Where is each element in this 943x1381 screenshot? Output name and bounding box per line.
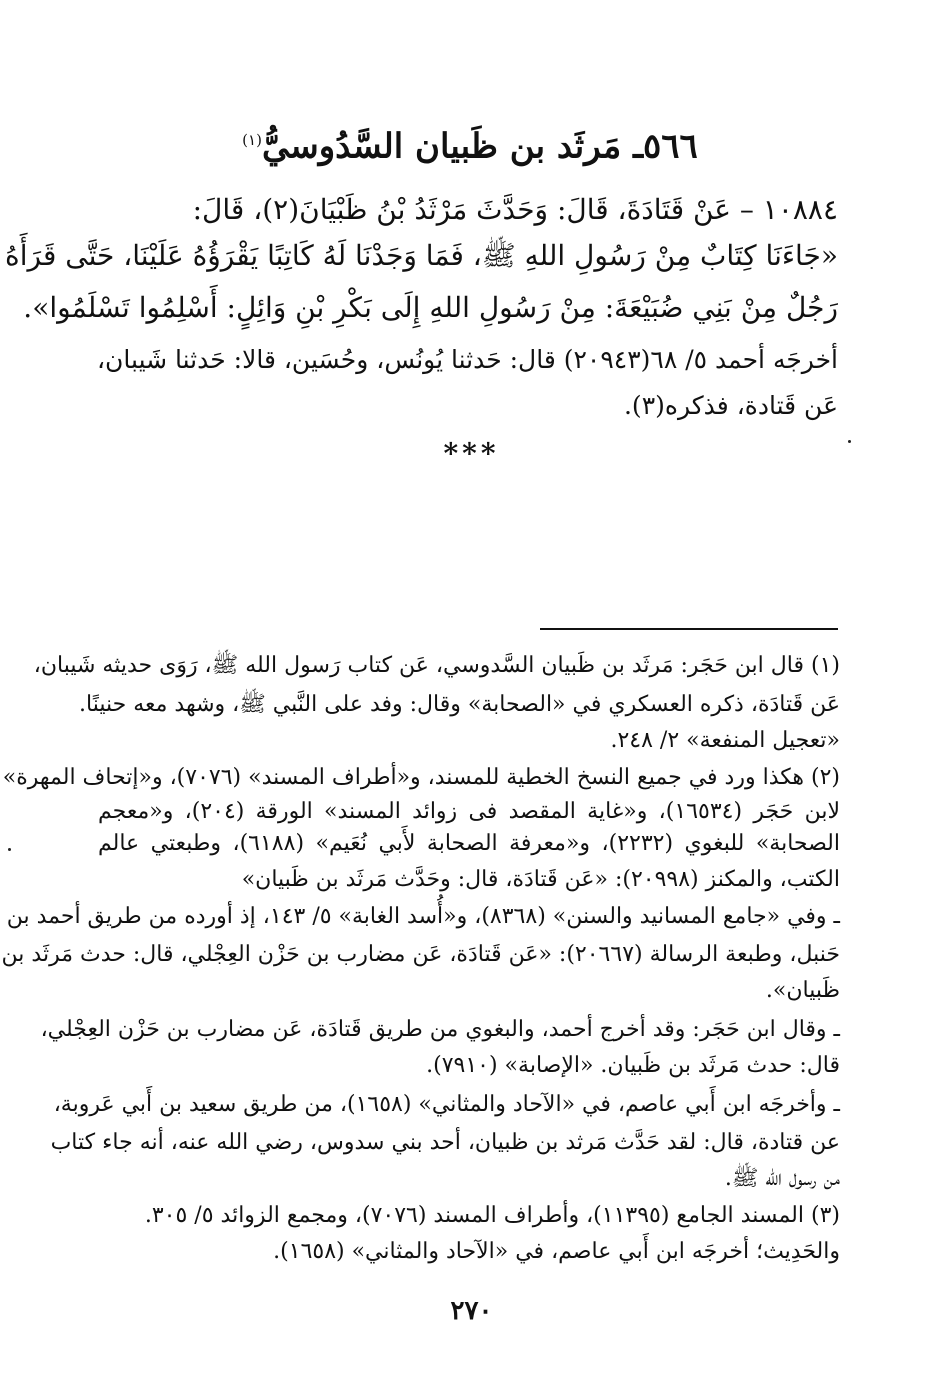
footnote-2-line-3: الصحابة» للبغوي (٢٢٣٢)، و«معرفة الصحابة لأَبي نُعَيم» (٦١٨٨)، وطبعتي عالم <box>98 831 840 856</box>
footnote-2-line-4: الكتب، والمكنز (٢٠٩٩٨): «عَن قَتادَة، قال: وحَدَّث مَرثَد بن ظَبيان» <box>241 867 840 892</box>
footnote-2-line-8: ـ وقال ابن حَجَر: وقد أخرج أحمد، والبغوي من طريق قَتادَة، عَن مضارب بن حَزْن العِجْلي، <box>40 1017 840 1042</box>
section-separator: *** <box>443 437 500 470</box>
footnote-2-line-6: حَنبل، وطبعة الرسالة (٢٠٦٦٧): «عَن قَتادَة، عَن مضارب بن حَزْن العِجْلي، قال: حدث مَرثَد بن <box>1 942 840 967</box>
chapter-number: ٥٦٦ـ <box>633 126 698 167</box>
footnote-divider <box>540 628 838 630</box>
footnote-2-line-5: ـ وفي «جامع المسانيد والسنن» (٨٣٦٨)، و«أُسد الغابة» ٥/ ١٤٣، إذ أورده من طريق أحمد بن <box>6 904 840 929</box>
chapter-title: مَرثَد بن ظَبيان السَّدُوسيُّ <box>261 126 622 167</box>
chapter-heading <box>150 118 790 168</box>
scan-speck <box>848 440 851 443</box>
footnote-2-line-7: ظَبيان». <box>765 978 840 1003</box>
footnote-2-line-1: (٢) هكذا ورد في جميع النسخ الخطية للمسند، و«أطراف المسند» (٧٠٧٦)، و«إتحاف المهرة» <box>2 765 840 790</box>
footnote-3-line-2: والحَدِيث؛ أخرجَه ابن أَبي عاصم، في «الآحاد والمثاني» (١٦٥٨). <box>273 1239 840 1264</box>
footnote-2-line-9: قال: حدث مَرثَد بن ظَبيان. «الإصابة» (٧٩١٠). <box>426 1053 840 1078</box>
footnote-2-line-2: لابن حَجَر (١٦٥٣٤)، و«غاية المقصد فى زوائد المسند» الورقة (٢٠٤)، و«معجم <box>98 799 840 824</box>
page-number: ٢٧٠ <box>450 1296 493 1326</box>
footnote-1-line-2: عَن قَتادَة، ذكره العسكري في «الصحابة» وقال: وفد على النَّبي ﷺ، وشهد معه حنينًا. <box>79 692 840 717</box>
footnote-2-line-11: عن قتادة، قال: لقد حَدَّث مَرثد بن ظبيان، أحد بني سدوس، رضي الله عنه، أنه جاء كتاب <box>50 1130 840 1155</box>
footnote-ref: (١) <box>242 131 262 149</box>
footnote-1-line-1: (١) قال ابن حَجَر: مَرثَد بن ظَبيان السَّدوسي، عَن كتاب رَسول الله ﷺ، رَوَى حديثه شَيبان، <box>33 653 840 678</box>
hadith-line-2: «جَاءَنَا كِتَابٌ مِنْ رَسُولِ اللهِ ﷺ، فَمَا وَجَدْنَا لَهُ كَاتِبًا يَقْرَؤُهُ عَلَيْنَا، حَتَّى قَرَأَهُ <box>5 239 838 272</box>
takhrij-line-2: عَن قَتادة، فذكره(٣). <box>623 391 838 420</box>
footnote-1-line-3: «تعجيل المنفعة» ٢/ ٢٤٨. <box>610 728 840 753</box>
hadith-line-1: ١٠٨٨٤ – عَنْ قَتَادَةَ، قَالَ: وَحَدَّثَ مَرْثَدُ بْنُ ظَبْيَانَ(٢)، قَالَ: <box>192 193 838 226</box>
scan-speck <box>8 848 11 851</box>
hadith-line-3: رَجُلٌ مِنْ بَنِي ضُبَيْعَةَ: مِنْ رَسُولِ اللهِ إِلَى بَكْرِ بْنِ وَائِلٍ: أَسْلِمُوا تَسْلَمُوا». <box>23 291 838 324</box>
takhrij-line-1: أخرجَه أحمد ٥/ ٦٨(٢٠٩٤٣) قال: حَدثنا يُونُس، وحُسَين، قالا: حَدثنا شَيبان، <box>96 345 838 374</box>
footnote-2-line-10: ـ وأخرجَه ابن أَبي عاصم، في «الآحاد والمثاني» (١٦٥٨)، من طريق سعيد بن أَبي عَروبة، <box>53 1092 840 1117</box>
footnote-2-line-12: من رسول الله ﷺ. <box>724 1166 840 1191</box>
footnote-3-line-1: (٣) المسند الجامع (١١٣٩٥)، وأطراف المسند (٧٠٧٦)، ومجمع الزوائد ٥/ ٣٠٥. <box>144 1203 840 1228</box>
